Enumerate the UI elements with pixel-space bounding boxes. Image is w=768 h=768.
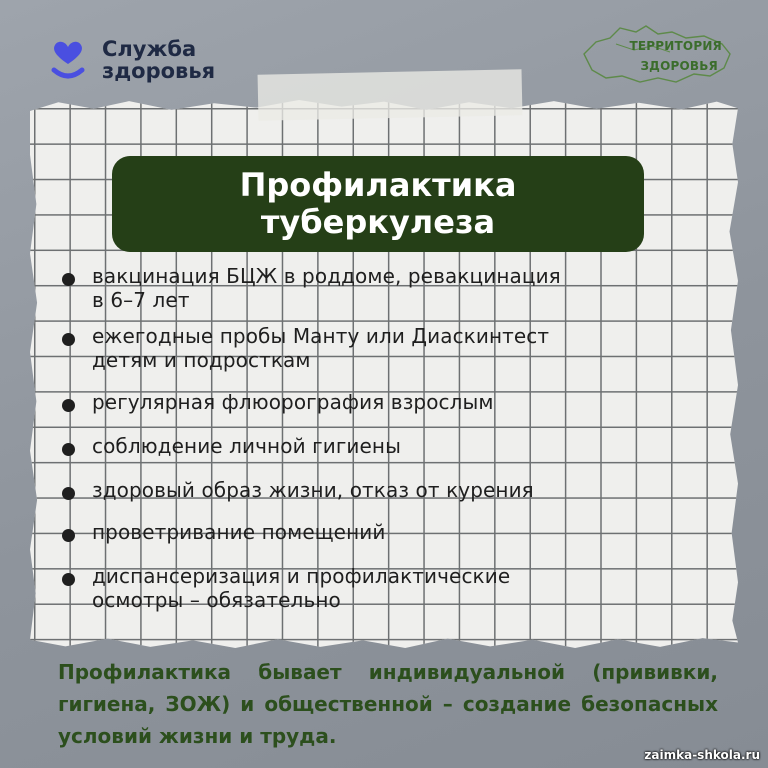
tape-strip	[258, 69, 523, 121]
partner-logo	[576, 24, 738, 86]
bullet-icon	[62, 399, 75, 412]
site-watermark: zaimka-shkola.ru	[644, 748, 760, 762]
list-item	[62, 324, 702, 372]
list-item	[62, 434, 702, 458]
list-item-line2: детям и подросткам	[92, 348, 311, 372]
bullet-icon	[62, 333, 75, 346]
heart-smile-icon	[46, 38, 90, 82]
list-item-line1: ежегодные пробы Манту или Диаскинтест	[92, 324, 550, 348]
brand-name-line1: Служба	[102, 37, 197, 61]
bullet-icon	[62, 273, 75, 286]
partner-logo-line2: ЗДОРОВЬЯ	[640, 59, 718, 73]
list-item	[62, 390, 702, 414]
footer-note: Профилактика бывает индивидуальной (прививки, гигиена, ЗОЖ) и общественной – создание безопасных условий жизни и труда.	[58, 660, 718, 748]
brand-logo	[46, 38, 215, 82]
list-item-line1: регулярная флюорография взрослым	[92, 390, 494, 414]
map-outline-icon	[576, 24, 738, 86]
brand-name-line2: здоровья	[102, 59, 216, 83]
title-line1: Профилактика	[239, 166, 517, 204]
partner-logo-line1: ТЕРРИТОРИЯ	[629, 39, 722, 53]
list-item-line2: в 6–7 лет	[92, 288, 190, 312]
list-item	[62, 264, 702, 312]
page-title	[112, 156, 644, 252]
list-item-line2: осмотры – обязательно	[92, 588, 341, 612]
list-item-line1: соблюдение личной гигиены	[92, 434, 402, 458]
list-item	[62, 564, 702, 612]
bullet-icon	[62, 487, 75, 500]
brand-name	[102, 38, 215, 82]
bullet-icon	[62, 573, 75, 586]
bullet-icon	[62, 529, 75, 542]
list-item-line1: вакцинация БЦЖ в роддоме, ревакцинация	[92, 264, 561, 288]
list-item-line1: диспансеризация и профилактические	[92, 564, 511, 588]
title-line2: туберкулеза	[260, 203, 496, 241]
bullet-icon	[62, 443, 75, 456]
list-item	[62, 520, 702, 544]
list-item	[62, 478, 702, 502]
list-item-line1: проветривание помещений	[92, 520, 386, 544]
list-item-line1: здоровый образ жизни, отказ от курения	[92, 478, 534, 502]
